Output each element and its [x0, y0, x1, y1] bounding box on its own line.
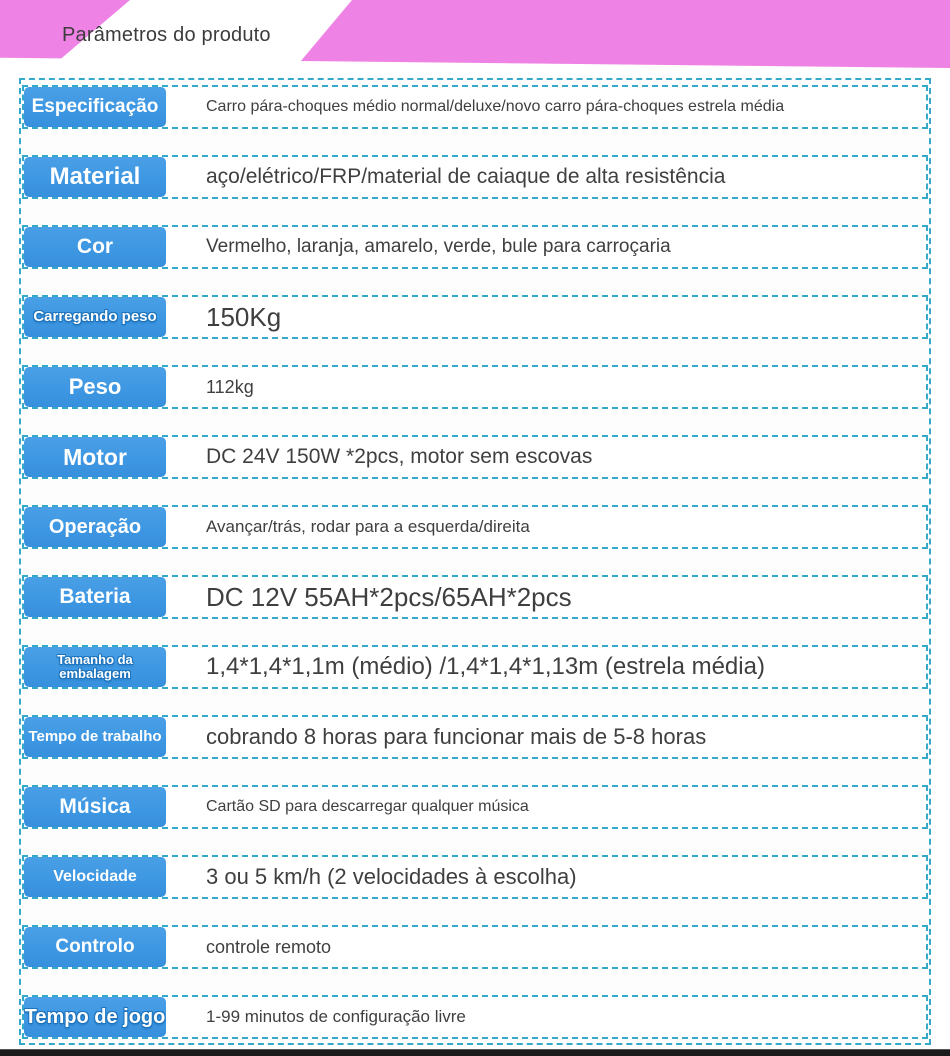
param-label: Música	[24, 787, 166, 827]
param-value: aço/elétrico/FRP/material de caiaque de alta resistência	[206, 165, 726, 188]
param-value: 1,4*1,4*1,1m (médio) /1,4*1,4*1,13m (estrela média)	[206, 653, 765, 680]
param-label: Peso	[24, 367, 166, 407]
param-label: Tamanho da embalagem	[24, 647, 166, 687]
param-row-musica	[22, 785, 928, 829]
param-label: Material	[24, 157, 166, 197]
param-row-bateria	[22, 575, 928, 619]
param-label: Carregando peso	[24, 297, 166, 337]
param-value: Carro pára-choques médio normal/deluxe/novo carro pára-choques estrela média	[206, 98, 785, 115]
param-value: cobrando 8 horas para funcionar mais de 5-8 horas	[206, 724, 707, 749]
parameters-table	[19, 78, 931, 1045]
param-row-operacao	[22, 505, 928, 549]
param-value: Cartão SD para descarregar qualquer música	[206, 798, 529, 815]
param-value: 112kg	[206, 376, 254, 397]
param-row-tamanho-embalagem	[22, 645, 928, 689]
param-label: Motor	[24, 437, 166, 477]
param-value: controle remoto	[206, 936, 332, 957]
param-value: 150Kg	[206, 301, 282, 332]
param-row-motor	[22, 435, 928, 479]
param-row-controlo	[22, 925, 928, 969]
param-row-especificacao	[22, 85, 928, 129]
param-row-cor	[22, 225, 928, 269]
param-row-material	[22, 155, 928, 199]
header-banner	[0, 0, 950, 68]
param-row-velocidade	[22, 855, 928, 899]
param-row-tempo-jogo	[22, 995, 928, 1039]
param-row-tempo-trabalho	[22, 715, 928, 759]
param-label: Tempo de jogo	[24, 997, 166, 1037]
param-value: 1-99 minutos de configuração livre	[206, 1007, 466, 1026]
param-label: Especificação	[24, 87, 166, 127]
bottom-dark-strip	[0, 1049, 950, 1056]
param-row-carregando-peso	[22, 295, 928, 339]
param-label: Cor	[24, 227, 166, 267]
param-value: DC 24V 150W *2pcs, motor sem escovas	[206, 445, 593, 468]
param-label: Operação	[24, 507, 166, 547]
param-value: Avançar/trás, rodar para a esquerda/direita	[206, 517, 530, 536]
param-label: Controlo	[24, 927, 166, 967]
param-value: 3 ou 5 km/h (2 velocidades à escolha)	[206, 864, 577, 889]
page-title: Parâmetros do produto	[62, 24, 271, 46]
param-value: Vermelho, laranja, amarelo, verde, bule para carroçaria	[206, 236, 671, 257]
param-row-peso	[22, 365, 928, 409]
param-label: Tempo de trabalho	[24, 717, 166, 757]
param-label: Bateria	[24, 577, 166, 617]
param-value: DC 12V 55AH*2pcs/65AH*2pcs	[206, 581, 572, 612]
param-label: Velocidade	[24, 857, 166, 897]
